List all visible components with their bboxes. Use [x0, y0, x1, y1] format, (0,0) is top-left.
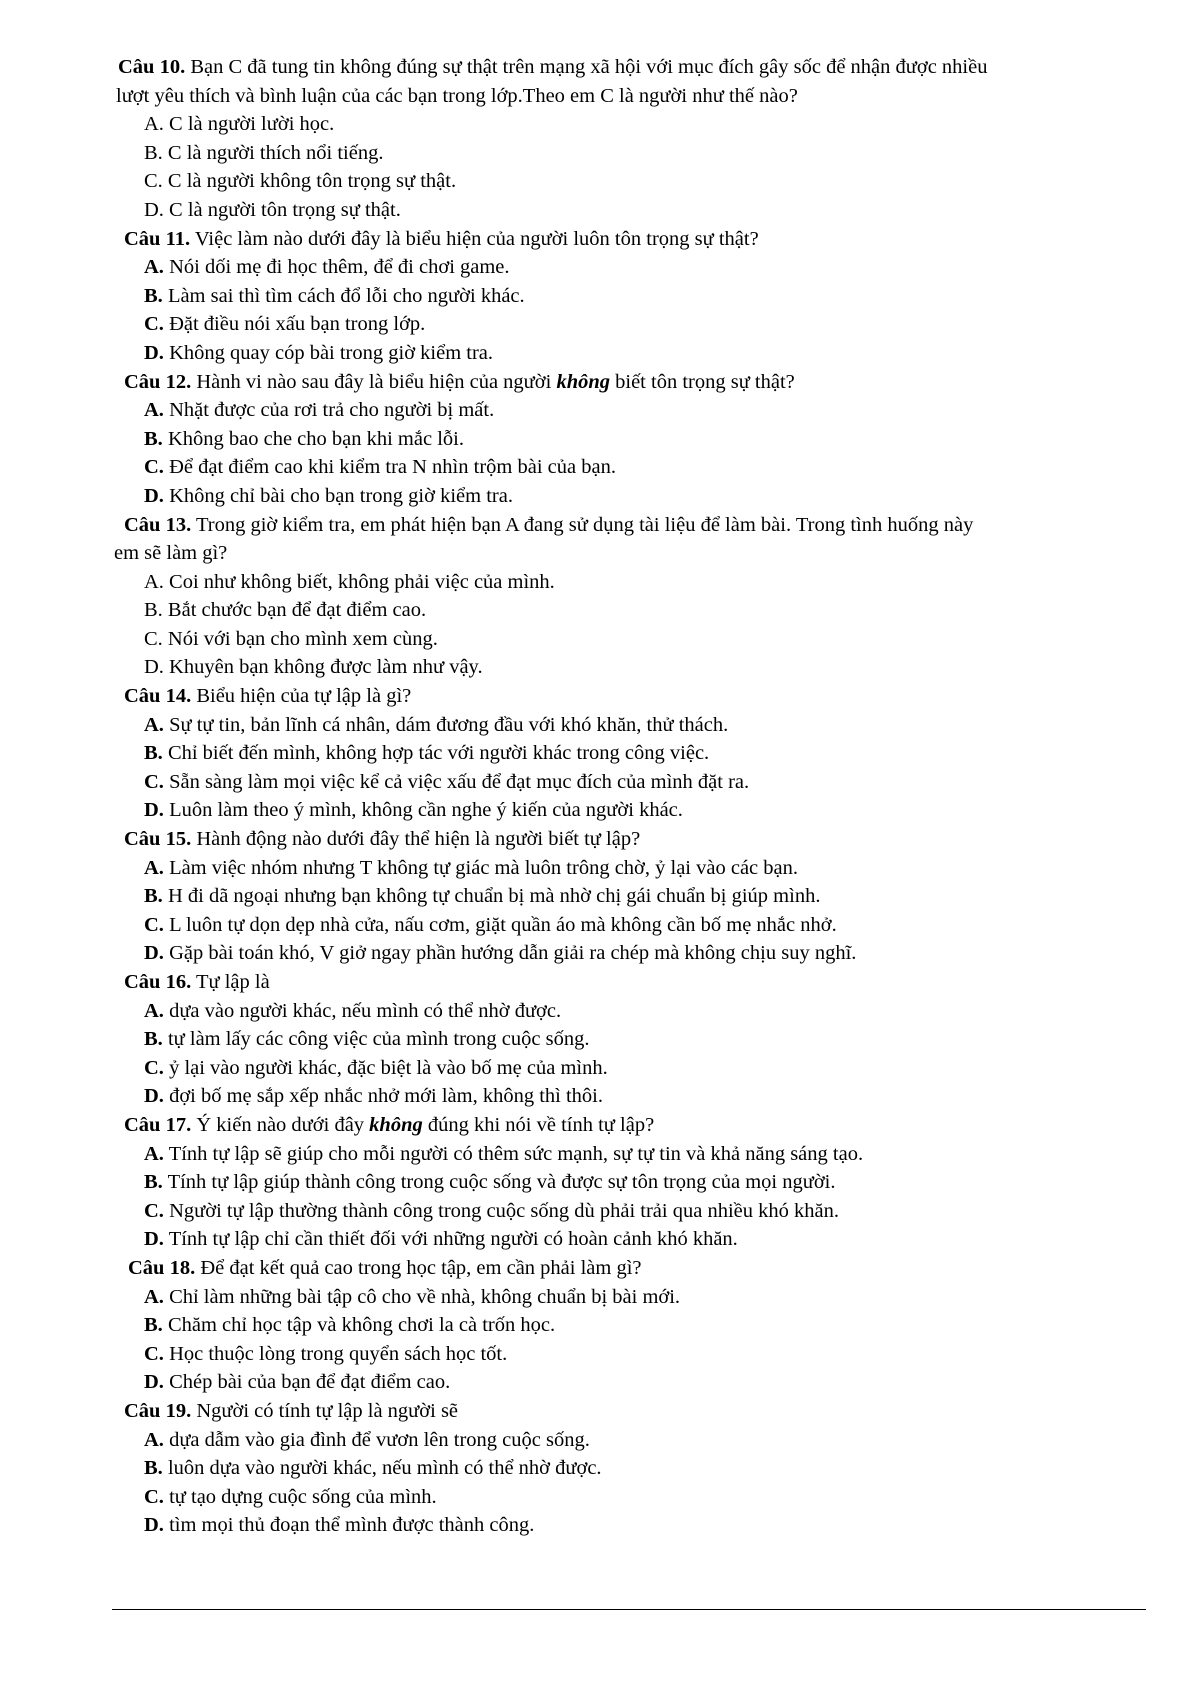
option-a: A. Chỉ làm những bài tập cô cho về nhà, không chuẩn bị bài mới. — [144, 1285, 681, 1308]
option-b: B. Chỉ biết đến mình, không hợp tác với người khác trong công việc. — [144, 742, 710, 765]
question-text: Ý kiến nào dưới đây — [191, 1113, 370, 1136]
question-10 — [118, 53, 1148, 225]
option-a: A. Sự tự tin, bản lĩnh cá nhân, dám đương đầu với khó khăn, thử thách. — [144, 713, 729, 736]
option-d: D. Không chỉ bài cho bạn trong giờ kiểm tra. — [144, 484, 513, 507]
question-label: Câu 10. — [118, 56, 186, 78]
option-a: A. C là người lười học. — [144, 113, 335, 136]
option-d: D. C là người tôn trọng sự thật. — [144, 198, 401, 221]
option-b: B. C là người thích nổi tiếng. — [144, 141, 384, 164]
option-d: D. Khuyên bạn không được làm như vậy. — [144, 656, 483, 679]
question-text-end: đúng khi nói về tính tự lập? — [422, 1113, 655, 1136]
option-b: B. luôn dựa vào người khác, nếu mình có thể nhờ được. — [144, 1457, 602, 1480]
question-text: Bạn C đã tung tin không đúng sự thật trên mạng xã hội với mục đích gây sốc để nhận được nhiều — [185, 56, 988, 78]
option-a: A. Coi như không biết, không phải việc của mình. — [144, 570, 555, 593]
question-label: Câu 19. — [124, 1399, 192, 1422]
question-label: Câu 15. — [124, 828, 192, 851]
option-c: C. Để đạt điểm cao khi kiểm tra N nhìn trộm bài của bạn. — [144, 456, 616, 479]
question-12 — [118, 368, 1148, 511]
option-d: D. Chép bài của bạn để đạt điểm cao. — [144, 1371, 451, 1394]
option-c: C. C là người không tôn trọng sự thật. — [144, 170, 457, 193]
question-17 — [118, 1111, 1148, 1254]
question-14 — [118, 682, 1148, 825]
option-c: C. tự tạo dựng cuộc sống của mình. — [144, 1485, 437, 1508]
question-18 — [118, 1254, 1148, 1397]
question-19 — [118, 1397, 1148, 1540]
option-b: B. tự làm lấy các công việc của mình trong cuộc sống. — [144, 1028, 590, 1051]
option-b: B. Không bao che cho bạn khi mắc lỗi. — [144, 427, 464, 450]
option-c: C. L luôn tự dọn dẹp nhà cửa, nấu cơm, giặt quần áo mà không cần bố mẹ nhắc nhở. — [144, 913, 837, 936]
option-a: A. Nhặt được của rơi trả cho người bị mất. — [144, 399, 495, 422]
option-a: A. Nói dối mẹ đi học thêm, để đi chơi game. — [144, 256, 510, 279]
question-label: Câu 14. — [124, 685, 192, 708]
question-16 — [118, 968, 1148, 1111]
question-list — [114, 53, 1148, 1540]
question-text: Hành động nào dưới đây thể hiện là người biết tự lập? — [191, 828, 641, 851]
option-b: B. Tính tự lập giúp thành công trong cuộc sống và được sự tôn trọng của mọi người. — [144, 1171, 836, 1194]
option-a: A. dựa vào người khác, nếu mình có thể nhờ được. — [144, 999, 562, 1022]
option-b: B. H đi dã ngoại nhưng bạn không tự chuẩn bị mà nhờ chị gái chuẩn bị giúp mình. — [144, 885, 821, 908]
option-d: D. Tính tự lập chỉ cần thiết đối với những người có hoàn cảnh khó khăn. — [144, 1228, 738, 1251]
question-label: Câu 13. — [124, 513, 192, 536]
option-d: D. Không quay cóp bài trong giờ kiểm tra. — [144, 341, 494, 364]
question-text-continued: lượt yêu thích và bình luận của các bạn trong lớp.Theo em C là người như thế nào? — [116, 84, 798, 107]
option-b: B. Bắt chước bạn để đạt điểm cao. — [144, 599, 427, 622]
option-b: B. Làm sai thì tìm cách đổ lỗi cho người khác. — [144, 284, 525, 307]
question-text: Trong giờ kiểm tra, em phát hiện bạn A đang sử dụng tài liệu để làm bài. Trong tình huống này — [191, 513, 974, 536]
option-c: C. ỷ lại vào người khác, đặc biệt là vào bố mẹ của mình. — [144, 1056, 608, 1079]
emphasis-keyword: không — [369, 1113, 423, 1136]
question-11 — [118, 225, 1148, 368]
option-a: A. Làm việc nhóm nhưng T không tự giác mà luôn trông chờ, ỷ lại vào các bạn. — [144, 856, 798, 879]
question-13 — [114, 511, 1148, 683]
question-text-end: biết tôn trọng sự thật? — [610, 370, 795, 393]
question-text: Tự lập là — [191, 971, 270, 993]
option-d: D. Gặp bài toán khó, V giở ngay phần hướng dẫn giải ra chép mà không chịu suy nghĩ. — [144, 942, 857, 965]
question-label: Câu 17. — [124, 1113, 192, 1136]
question-text: Hành vi nào sau đây là biểu hiện của người — [191, 370, 557, 393]
question-15 — [118, 825, 1148, 968]
question-label: Câu 11. — [124, 227, 191, 250]
option-c: C. Người tự lập thường thành công trong cuộc sống dù phải trải qua nhiều khó khăn. — [144, 1199, 839, 1222]
option-d: D. Luôn làm theo ý mình, không cần nghe ý kiến của người khác. — [144, 799, 683, 822]
question-text-continued: em sẽ làm gì? — [114, 542, 228, 565]
question-text: Biểu hiện của tự lập là gì? — [191, 685, 412, 708]
option-c: C. Nói với bạn cho mình xem cùng. — [144, 627, 438, 650]
footer-divider — [112, 1609, 1146, 1610]
question-text: Để đạt kết quả cao trong học tập, em cần phải làm gì? — [195, 1256, 642, 1279]
question-label: Câu 16. — [124, 971, 192, 993]
option-a: A. dựa dẫm vào gia đình để vươn lên trong cuộc sống. — [144, 1428, 590, 1451]
question-text: Việc làm nào dưới đây là biểu hiện của người luôn tôn trọng sự thật? — [190, 227, 759, 250]
question-label: Câu 12. — [124, 370, 192, 393]
option-c: C. Học thuộc lòng trong quyển sách học tốt. — [144, 1342, 508, 1365]
option-b: B. Chăm chỉ học tập và không chơi la cà trốn học. — [144, 1314, 556, 1337]
emphasis-keyword: không — [556, 370, 611, 393]
question-label: Câu 18. — [128, 1256, 196, 1279]
option-d: D. tìm mọi thủ đoạn thể mình được thành công. — [144, 1514, 535, 1537]
option-c: C. Đặt điều nói xấu bạn trong lớp. — [144, 313, 426, 336]
option-c: C. Sẵn sàng làm mọi việc kể cả việc xấu để đạt mục đích của mình đặt ra. — [144, 770, 750, 793]
option-a: A. Tính tự lập sẽ giúp cho mỗi người có thêm sức mạnh, sự tự tin và khả năng sáng tạo. — [144, 1142, 864, 1165]
option-d: D. đợi bố mẹ sắp xếp nhắc nhở mới làm, không thì thôi. — [144, 1085, 603, 1108]
question-text: Người có tính tự lập là người sẽ — [191, 1399, 459, 1422]
